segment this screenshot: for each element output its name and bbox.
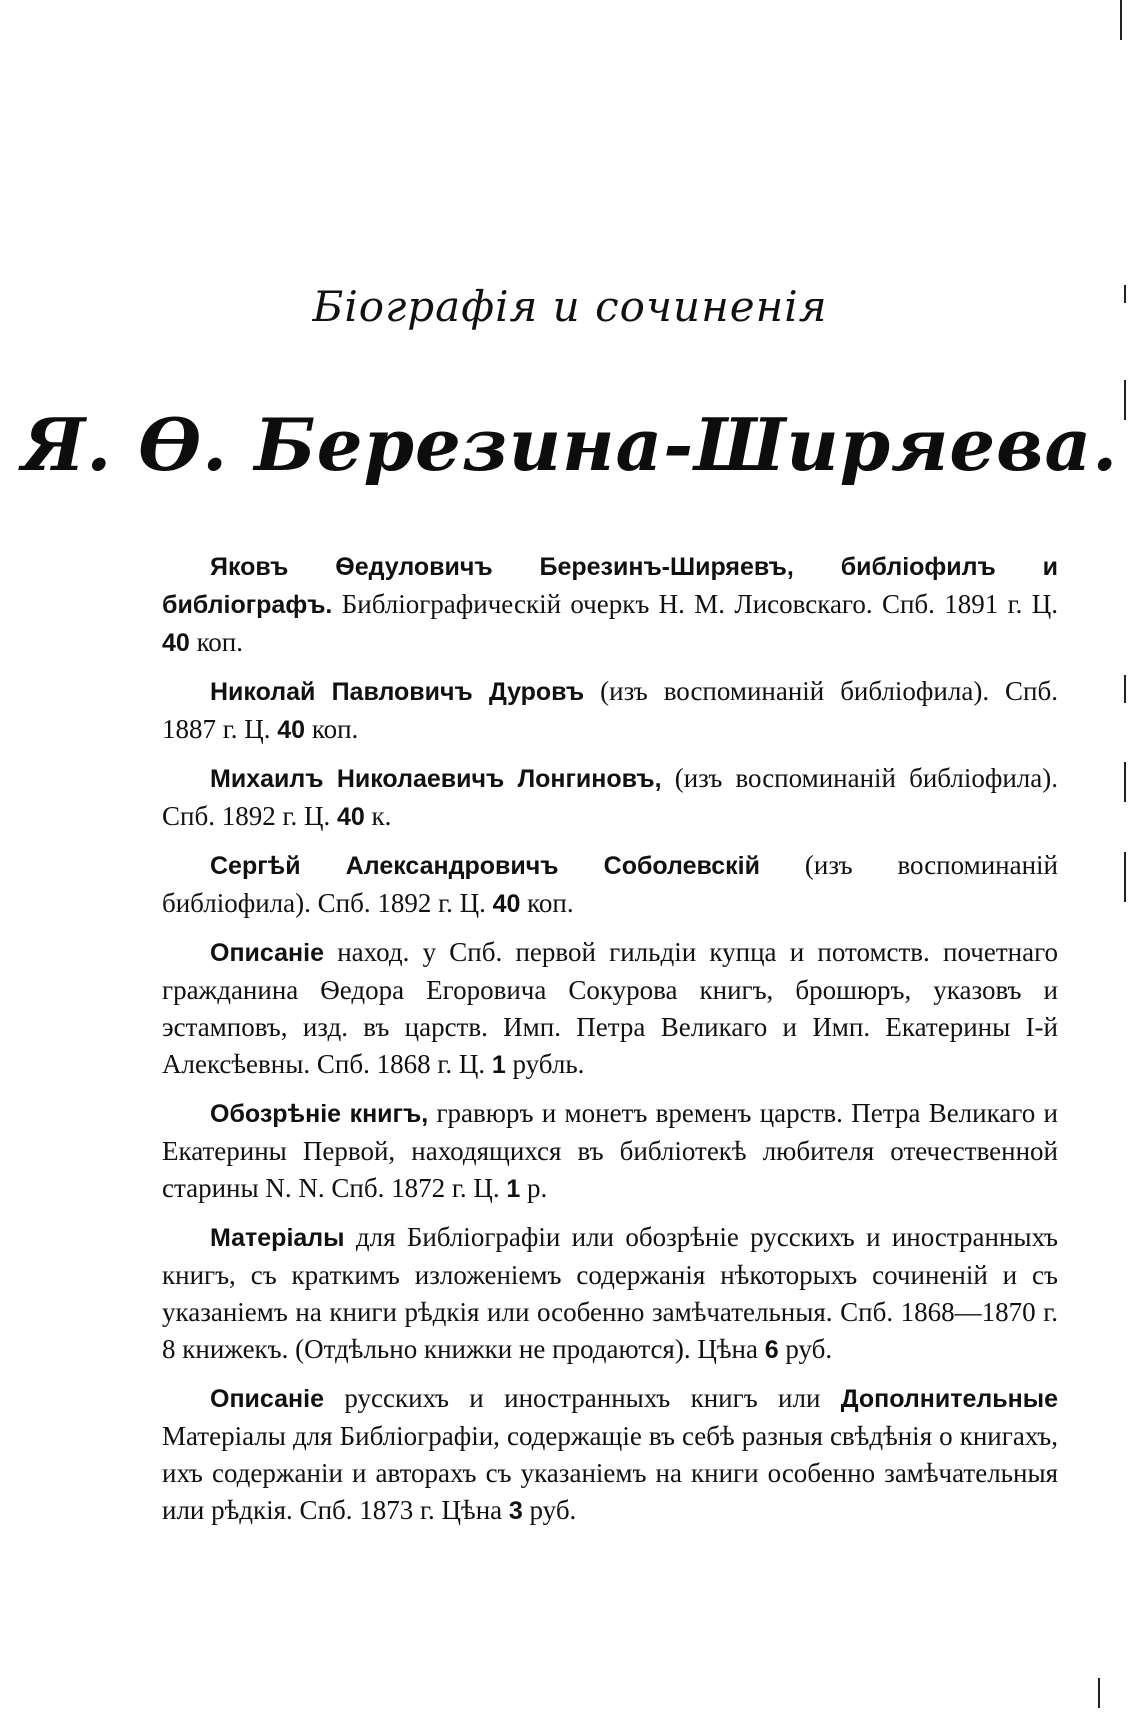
entry-unit: коп.: [305, 714, 359, 744]
entry-unit: коп.: [520, 888, 574, 918]
entry-text: гравюръ и монетъ временъ царств. Петра Великаго и Екатерины Первой, находящихся въ библіотекѣ любителя отечественной старины N. N. Спб. 1872 г. Ц.: [162, 1098, 1058, 1203]
entry-text: (изъ воспоминаній библіофила). Спб. 1892 г. Ц.: [162, 850, 1058, 918]
entry-lead: Сергѣй Александровичъ Соболевскій: [210, 852, 760, 880]
entry-price: 40: [492, 890, 521, 918]
entry-price: 3: [508, 1497, 523, 1525]
bibliography-list: [162, 548, 1058, 1541]
entry-text: (изъ воспоминаній библіофила). Спб. 1892 г. Ц.: [162, 763, 1058, 831]
entry-price: 1: [491, 1051, 506, 1079]
entry-unit: коп.: [189, 627, 244, 657]
title-line-1: Біографія и сочиненія: [312, 282, 828, 331]
bibliography-entry: [162, 1219, 1058, 1369]
entry-unit: р.: [520, 1173, 548, 1203]
entry-text: Библіографическій очеркъ Н. М. Лисовскаго. Спб. 1891 г. Ц.: [332, 589, 1058, 619]
entry-text: русскихъ и иностранныхъ книгъ или: [323, 1383, 841, 1413]
bibliography-entry: [162, 934, 1058, 1084]
entry-price: 40: [277, 716, 306, 744]
entry-lead: Матеріалы: [210, 1224, 345, 1252]
entry-lead: Обозрѣніе книгъ,: [210, 1100, 429, 1128]
bibliography-entry: [162, 548, 1058, 662]
scan-edge-mark: [1120, 0, 1122, 40]
scan-edge-mark: [1124, 675, 1126, 703]
entry-unit: руб.: [522, 1495, 577, 1525]
entry-text: (изъ воспоминаній библіофила). Спб. 1887 г. Ц.: [162, 676, 1058, 744]
entry-unit: руб.: [778, 1334, 833, 1364]
entry-unit: к.: [364, 801, 392, 831]
entry-lead: Яковъ Ѳедуловичъ Березинъ-Ширяевъ, библіофилъ и библіографъ.: [162, 553, 1058, 619]
scan-edge-mark: [1124, 762, 1126, 802]
bibliography-entry: [162, 847, 1058, 923]
entry-text: для Библіографіи или обозрѣніе русскихъ и иностранныхъ книгъ, съ краткимъ изложеніемъ содержанія нѣкоторыхъ сочиненій и съ указаніемъ на книги рѣдкія или особенно замѣчательныя. Спб. 1868—1870 г. 8 книжекъ. (Отдѣльно книжки не продаются). Цѣна: [162, 1222, 1058, 1364]
entry-text-continued: Матеріалы для Библіографіи, содержащіе въ себѣ разныя свѣдѣнія о книгахъ, ихъ содержаніи и авторахъ съ указаніемъ на книги особенно замѣчательныя или рѣдкія. Спб. 1873 г. Цѣна: [162, 1421, 1058, 1525]
bibliography-entry: [162, 760, 1058, 836]
scan-edge-mark: [1098, 1678, 1100, 1708]
entry-unit: рубль.: [505, 1049, 585, 1079]
bibliography-entry: [162, 1095, 1058, 1208]
entry-price: 40: [162, 629, 190, 657]
bibliography-entry: [162, 1380, 1058, 1530]
entry-lead: Описаніе: [210, 1385, 324, 1413]
bibliography-entry: [162, 673, 1058, 749]
entry-lead: Михаилъ Николаевичъ Лонгиновъ,: [210, 765, 662, 793]
entry-lead: Описаніе: [210, 939, 324, 967]
entry-price: 40: [336, 803, 365, 831]
entry-price: 6: [764, 1336, 779, 1364]
scan-edge-mark: [1124, 852, 1126, 902]
entry-lead-secondary: Дополнительные: [840, 1385, 1058, 1413]
title-line-2: Я. Ѳ. Березина-Ширяева.: [21, 402, 1119, 487]
entry-lead: Николай Павловичъ Дуровъ: [210, 678, 585, 706]
entry-price: 1: [506, 1175, 521, 1203]
entry-text: наход. у Спб. первой гильдіи купца и потомств. почетнаго гражданина Ѳедора Егоровича Сокурова книгъ, брошюръ, указовъ и эстамповъ, изд. въ царств. Имп. Петра Великаго и Имп. Екатерины І-й Алексѣевны. Спб. 1868 г. Ц.: [162, 937, 1058, 1079]
